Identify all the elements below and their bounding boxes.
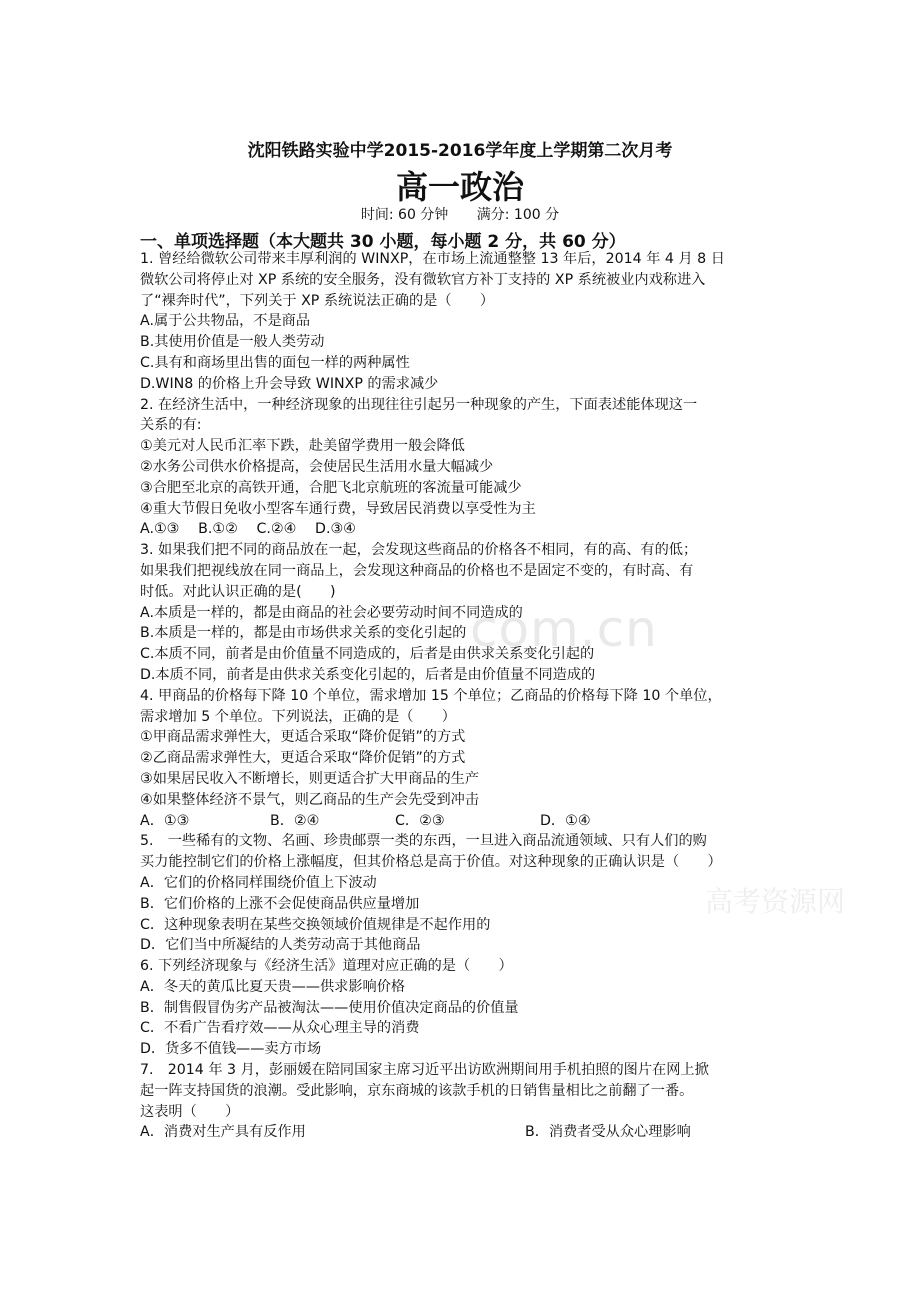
text-line: D．货多不值钱——卖方市场 xyxy=(140,1041,322,1058)
text-line: B.其使用价值是一般人类劳动 xyxy=(140,334,325,351)
text-line: C.具有和商场里出售的面包一样的两种属性 xyxy=(140,354,410,371)
q7-option-a: A．消费对生产具有反作用 xyxy=(140,1124,306,1141)
text-line: 微软公司将停止对 XP 系统的安全服务，没有微软官方补丁支持的 XP 系统被业内戏称进入 xyxy=(140,271,706,288)
exam-meta xyxy=(0,204,920,224)
text-line: 时低。对此认识正确的是( ) xyxy=(140,583,336,600)
text-line: 这表明（ ） xyxy=(140,1103,240,1120)
text-line: A.本质是一样的，都是由商品的社会必要劳动时间不同造成的 xyxy=(140,604,523,621)
text-line: 4. 甲商品的价格每下降 10 个单位，需求增加 15 个单位；乙商品的价格每下降 10 个单位， xyxy=(140,687,722,704)
text-line: 买力能控制它们的价格上涨幅度，但其价格总是高于价值。对这种现象的正确认识是（ ） xyxy=(140,854,722,871)
text-line: 3. 如果我们把不同的商品放在一起，会发现这些商品的价格各不相同，有的高、有的低； xyxy=(140,542,698,559)
text-line: 2. 在经济生活中，一种经济现象的出现往往引起另一种现象的产生，下面表述能体现这一 xyxy=(140,396,698,413)
text-line: 7. 2014 年 3 月，彭丽媛在陪同国家主席习近平出访欧洲期间用手机拍照的图片在网上掀 xyxy=(140,1062,709,1079)
watermark-logo: 高考资源网 xyxy=(705,885,846,918)
text-line: C．这种现象表明在某些交换领域价值规律是不起作用的 xyxy=(140,916,491,933)
text-line: B．制售假冒伪劣产品被淘汰——使用价值决定商品的价值量 xyxy=(140,999,519,1016)
text-line: ④如果整体经济不景气，则乙商品的生产会先受到冲击 xyxy=(140,791,480,808)
text-line: D．它们当中所凝结的人类劳动高于其他商品 xyxy=(140,937,421,954)
text-line: A．冬天的黄瓜比夏天贵——供求影响价格 xyxy=(140,978,406,995)
exam-score: 满分: 100 分 xyxy=(476,207,560,223)
text-line: 起一阵支持国货的浪潮。受此影响，京东商城的该款手机的日销售量相比之前翻了一番。 xyxy=(140,1082,694,1099)
text-line: ②乙商品需求弹性大，更适合采取“降价促销”的方式 xyxy=(140,750,466,767)
q4-option-c: C．②③ xyxy=(395,812,445,829)
text-line: 关系的有: xyxy=(140,417,202,434)
text-line: A．它们的价格同样围绕价值上下波动 xyxy=(140,874,377,891)
q4-option-d: D．①④ xyxy=(540,812,591,829)
text-line: 1. 曾经给微软公司带来丰厚利润的 WINXP，在市场上流通整整 13 年后，2014 年 4 月 8 日 xyxy=(140,251,725,267)
q4-option-a: A．①③ xyxy=(140,812,190,829)
text-line: ②水务公司供水价格提高，会使居民生活用水量大幅减少 xyxy=(140,458,494,475)
section-heading: 一、单项选择题（本大题共 30 小题，每小题 2 分，共 60 分） xyxy=(140,232,626,252)
text-line: A.①③ B.①② C.②④ D.③④ xyxy=(140,521,356,538)
text-line: ③如果居民收入不断增长，则更适合扩大甲商品的生产 xyxy=(140,770,480,787)
text-line: ①甲商品需求弹性大，更适合采取“降价促销”的方式 xyxy=(140,729,466,746)
text-line: ④重大节假日免收小型客车通行费，导致居民消费以享受性为主 xyxy=(140,500,536,517)
q4-options xyxy=(140,811,785,832)
text-line: D.WIN8 的价格上升会导致 WINXP 的需求减少 xyxy=(140,375,439,392)
text-line: ①美元对人民币汇率下跌，赴美留学费用一般会降低 xyxy=(140,438,465,455)
q7-options xyxy=(140,1122,785,1143)
text-line: B．它们价格的上涨不会促使商品供应量增加 xyxy=(140,895,420,912)
text-line: A.属于公共物品，不是商品 xyxy=(140,313,311,330)
question-body xyxy=(140,249,785,1143)
page-title: 高一政治 xyxy=(395,168,524,206)
text-line: 6. 下列经济现象与《经济生活》道理对应正确的是（ ） xyxy=(140,958,513,975)
text-line: C.本质不同，前者是由价值量不同造成的，后者是由供求关系变化引起的 xyxy=(140,646,595,663)
text-line: B.本质是一样的，都是由市场供求关系的变化引起的 xyxy=(140,625,467,642)
watermark: com.cn xyxy=(470,600,658,658)
text-line: C．不看广告看疗效——从众心理主导的消费 xyxy=(140,1020,420,1037)
school-header: 沈阳铁路实验中学2015-2016学年度上学期第二次月考 xyxy=(247,141,673,161)
q4-option-b: B．②④ xyxy=(270,812,320,829)
text-line: 了“裸奔时代”，下列关于 XP 系统说法正确的是（ ） xyxy=(140,292,495,309)
text-line: 如果我们把视线放在同一商品上，会发现这种商品的价格也不是固定不变的，有时高、有 xyxy=(140,562,694,579)
text-line: D.本质不同，前者是由供求关系变化引起的，后者是由价值量不同造成的 xyxy=(140,666,596,683)
text-line: 5. 一些稀有的文物、名画、珍贵邮票一类的东西，一旦进入商品流通领域、只有人们的购 xyxy=(140,833,707,850)
text-line: ③合肥至北京的高铁开通，合肥飞北京航班的客流量可能减少 xyxy=(140,479,522,496)
q7-option-b: B．消费者受从众心理影响 xyxy=(525,1124,691,1141)
exam-time: 时间: 60 分钟 xyxy=(360,207,449,223)
text-line: 需求增加 5 个单位。下列说法，正确的是（ ） xyxy=(140,708,456,725)
